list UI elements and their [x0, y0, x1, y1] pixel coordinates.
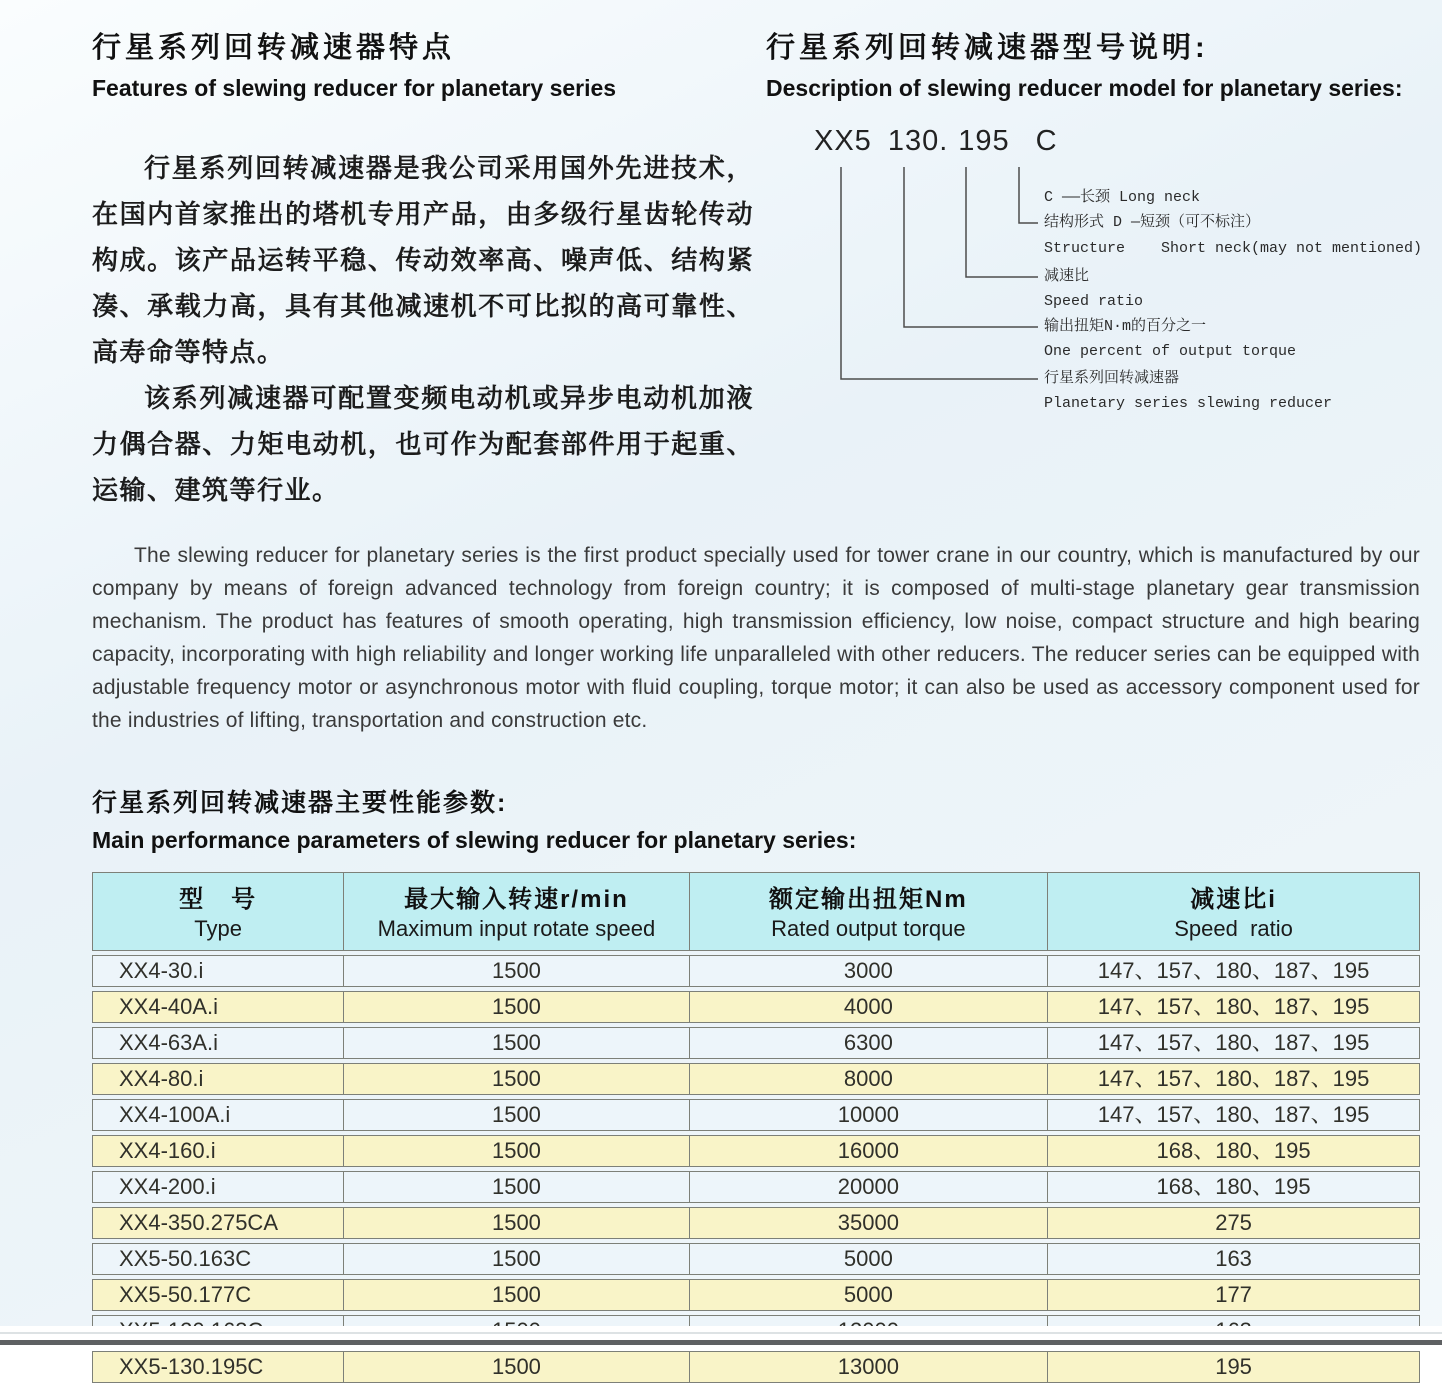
- table-row: [92, 955, 1420, 987]
- table-cell: XX4-160.i: [92, 1135, 344, 1167]
- table-cell: 1500: [344, 955, 689, 987]
- table-cell: 1500: [344, 1171, 689, 1203]
- table-cell: XX4-63A.i: [92, 1027, 344, 1059]
- table-cell: 35000: [690, 1207, 1049, 1239]
- label-speed-ratio-en: Speed ratio: [1044, 292, 1144, 310]
- table-header-row: [92, 872, 1420, 951]
- features-paragraph-2: 该系列减速器可配置变频电动机或异步电动机加液力偶合器、力矩电动机，也可作为配套部件用于起重、运输、建筑等行业。: [92, 382, 754, 505]
- footer-rule-light: [0, 1332, 1442, 1334]
- footer-rule: [0, 1326, 1442, 1348]
- model-code-structure: C: [1035, 124, 1058, 157]
- table-row: [92, 1135, 1420, 1167]
- table-cell: 1500: [344, 1351, 689, 1383]
- label-structure-en: Structure Short neck(may not mentioned): [1044, 239, 1423, 257]
- table-cell: 1500: [344, 1099, 689, 1131]
- header-speed-ratio-en: Speed ratio: [1174, 915, 1293, 941]
- table-cell: 20000: [690, 1171, 1049, 1203]
- table-cell: XX5-50.177C: [92, 1279, 344, 1311]
- table-cell: XX4-200.i: [92, 1171, 344, 1203]
- parameters-table: [92, 868, 1420, 1387]
- table-cell: 147、157、180、187、195: [1048, 1027, 1420, 1059]
- table-cell: 13000: [690, 1351, 1049, 1383]
- table-cell: 168、180、195: [1048, 1135, 1420, 1167]
- footer-rule-dark: [0, 1340, 1442, 1345]
- header-speed-ratio: [1048, 872, 1420, 951]
- table-body: [92, 955, 1420, 1383]
- features-title-zh: 行星系列回转减速器特点: [92, 32, 456, 64]
- table-row: [92, 1351, 1420, 1383]
- model-title-zh: 行星系列回转减速器型号说明:: [766, 32, 1209, 64]
- header-type: [92, 872, 344, 951]
- table-cell: 147、157、180、187、195: [1048, 991, 1420, 1023]
- features-paragraph-1: 行星系列回转减速器是我公司采用国外先进技术，在国内首家推出的塔机专用产品，由多级行星齿轮传动构成。该产品运转平稳、传动效率高、噪声低、结构紧凑、承载力高，具有其他减速机不可比拟的高可靠性、高寿命等特点。: [92, 152, 754, 367]
- table-cell: XX4-30.i: [92, 955, 344, 987]
- table-cell: 163: [1048, 1243, 1420, 1275]
- table-cell: XX4-80.i: [92, 1063, 344, 1095]
- table-cell: 1500: [344, 991, 689, 1023]
- table-cell: 1500: [344, 1207, 689, 1239]
- label-output-torque-zh: 输出扭矩N·m的百分之一: [1044, 317, 1207, 335]
- table-row: [92, 1279, 1420, 1311]
- table-row: [92, 1171, 1420, 1203]
- table-cell: XX5-130.195C: [92, 1351, 344, 1383]
- table-cell: 1500: [344, 1135, 689, 1167]
- table-cell: 275: [1048, 1207, 1420, 1239]
- table-cell: 147、157、180、187、195: [1048, 1099, 1420, 1131]
- model-title-en: Description of slewing reducer model for planetary series:: [766, 75, 1403, 102]
- header-output-torque: [690, 872, 1049, 951]
- features-title-en: Features of slewing reducer for planetary series: [92, 75, 617, 102]
- header-output-torque-en: Rated output torque: [771, 915, 966, 941]
- table-cell: 168、180、195: [1048, 1171, 1420, 1203]
- table-cell: 5000: [690, 1279, 1049, 1311]
- header-input-speed-zh: 最大输入转速r/min: [404, 885, 629, 913]
- label-series-en: Planetary series slewing reducer: [1044, 394, 1333, 412]
- table-cell: 8000: [690, 1063, 1049, 1095]
- table-row: [92, 991, 1420, 1023]
- table-cell: 177: [1048, 1279, 1420, 1311]
- label-structure-zh: 结构形式 D —短颈（可不标注）: [1044, 213, 1261, 231]
- model-description-section: [754, 26, 1426, 513]
- label-output-torque-en: One percent of output torque: [1044, 342, 1297, 360]
- table-cell: XX4-100A.i: [92, 1099, 344, 1131]
- table-cell: XX5-50.163C: [92, 1243, 344, 1275]
- model-connector-lines: [766, 125, 1056, 425]
- table-row: [92, 1027, 1420, 1059]
- table-cell: 195: [1048, 1351, 1420, 1383]
- parameters-title-zh: 行星系列回转减速器主要性能参数:: [92, 788, 508, 817]
- label-series-zh: 行星系列回转减速器: [1044, 369, 1180, 387]
- model-code-ratio: 195: [958, 124, 1010, 157]
- header-type-en: Type: [194, 915, 242, 941]
- table-cell: 147、157、180、187、195: [1048, 1063, 1420, 1095]
- parameters-section: [92, 783, 1420, 1387]
- table-row: [92, 1243, 1420, 1275]
- table-cell: 16000: [690, 1135, 1049, 1167]
- table-row: [92, 1207, 1420, 1239]
- table-cell: XX4-350.275CA: [92, 1207, 344, 1239]
- table-cell: 1500: [344, 1243, 689, 1275]
- table-cell: 1500: [344, 1279, 689, 1311]
- model-code-torque: 130.: [887, 124, 949, 157]
- table-row: [92, 1099, 1420, 1131]
- table-cell: 3000: [690, 955, 1049, 987]
- features-paragraph-en: The slewing reducer for planetary series is the first product specially used for tower crane in our country, which is manufactured by our company by means of foreign advanced technology from foreign country; it is composed of multi-stage planetary gear transmission mechanism. The product has features of smooth operating, high transmission efficiency, low noise, compact structure and high bearing capacity, incorporating with high reliability and longer working life unparalleled with other reducers. The reducer series can be equipped with adjustable frequency motor or asynchronous motor with fluid coupling, torque motor; it can also be used as accessory component used for the industries of lifting, transportation and construction etc.: [92, 543, 1420, 732]
- header-output-torque-zh: 额定输出扭矩Nm: [769, 885, 968, 913]
- table-cell: 6300: [690, 1027, 1049, 1059]
- label-long-neck: C ——长颈 Long neck: [1044, 188, 1201, 206]
- header-input-speed: [344, 872, 689, 951]
- header-type-zh: 型 号: [179, 885, 258, 913]
- header-speed-ratio-zh: 减速比i: [1190, 885, 1277, 913]
- table-cell: XX4-40A.i: [92, 991, 344, 1023]
- table-cell: 1500: [344, 1027, 689, 1059]
- label-speed-ratio-zh: 减速比: [1044, 267, 1090, 285]
- table-cell: 4000: [690, 991, 1049, 1023]
- features-section: [92, 26, 754, 513]
- parameters-title-en: Main performance parameters of slewing reducer for planetary series:: [92, 826, 857, 853]
- table-row: [92, 1063, 1420, 1095]
- table-cell: 5000: [690, 1243, 1049, 1275]
- model-code-series: XX5: [814, 124, 872, 157]
- table-cell: 147、157、180、187、195: [1048, 955, 1420, 987]
- table-cell: 10000: [690, 1099, 1049, 1131]
- model-number-diagram: [766, 125, 1426, 425]
- header-input-speed-en: Maximum input rotate speed: [377, 915, 656, 941]
- table-cell: 1500: [344, 1063, 689, 1095]
- top-columns: [92, 26, 1423, 513]
